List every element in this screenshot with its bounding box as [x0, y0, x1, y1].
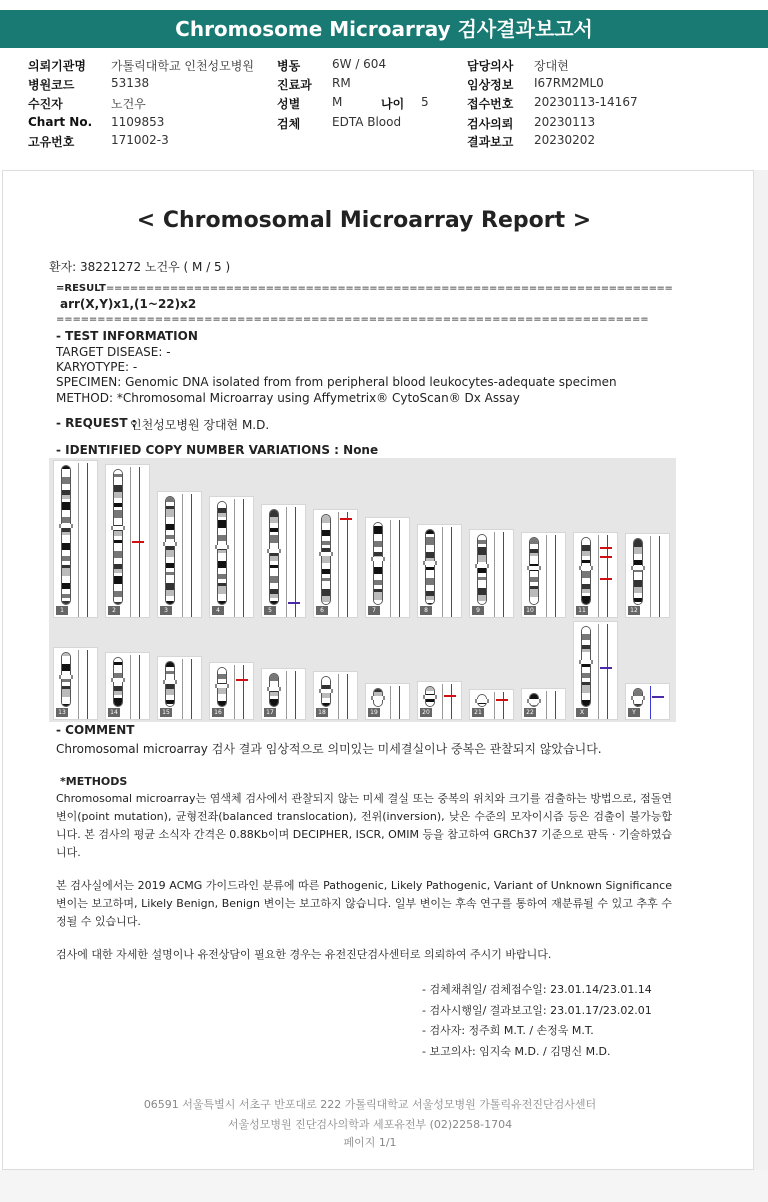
plot-axis-line	[182, 494, 183, 617]
chromosome-ideogram	[425, 529, 435, 605]
info-value: EDTA Blood	[332, 115, 402, 129]
specimen: SPECIMEN: Genomic DNA isolated from from peripheral blood leukocytes-adequate specimen	[56, 375, 617, 389]
cnv-marker-red	[600, 556, 612, 558]
plot-axis-line	[494, 692, 495, 719]
info-value: 6W / 604	[332, 57, 387, 71]
info-value: 20230113	[534, 115, 596, 129]
info-label: 성별	[277, 97, 301, 111]
chromosome-ideogram	[477, 534, 487, 605]
sign-line-2: - 검사시행일/ 결과보고일: 23.01.17/23.02.01	[422, 1004, 652, 1017]
request-value: 인천성모병원 장대현 M.D.	[130, 418, 270, 432]
plot-axis-line	[182, 659, 183, 719]
copy-number-line	[555, 535, 556, 617]
cnv-marker-purple	[288, 602, 300, 604]
report-title: < Chromosomal Microarray Report >	[136, 208, 592, 233]
cnv-marker-purple	[652, 696, 664, 698]
info-value: 20230113-14167	[534, 95, 638, 109]
centromere	[371, 557, 385, 561]
chromosome-label: 21	[472, 708, 484, 717]
chromosome-ideogram	[61, 465, 71, 605]
chromosome-ideogram	[61, 652, 71, 707]
plot-axis-line	[78, 463, 79, 617]
chromosome-panel	[521, 532, 566, 618]
patient-line: 환자: 38221272 노건우 ( M / 5 )	[49, 260, 231, 274]
copy-number-line	[295, 507, 296, 617]
sheet-bottom-band	[0, 1170, 768, 1202]
info-value: RM	[332, 76, 351, 90]
chromosome-label: 9	[472, 606, 484, 615]
chromosome-ideogram	[165, 496, 175, 605]
centromere	[163, 680, 177, 684]
cnv-marker-red	[132, 541, 144, 543]
copy-number-line	[347, 674, 348, 719]
chromosome-label: 17	[264, 708, 276, 717]
copy-number-line	[87, 463, 88, 617]
chromosome-label: 16	[212, 708, 224, 717]
centromere	[475, 564, 489, 568]
info-value: 53138	[111, 76, 150, 90]
copy-number-line	[191, 659, 192, 719]
centromere	[267, 687, 281, 691]
copy-number-line	[555, 691, 556, 719]
karyogram	[49, 458, 676, 722]
chromosome-label: 14	[108, 708, 120, 717]
sheet-shadow	[754, 170, 768, 1170]
plot-axis-line	[598, 624, 599, 719]
cnv-marker-red	[340, 518, 352, 520]
chromosome-label: 7	[368, 606, 380, 615]
info-label: 수진자	[28, 97, 63, 111]
copy-number-line	[607, 624, 608, 719]
sign-line-4: - 보고의사: 임지숙 M.D. / 김명신 M.D.	[422, 1045, 611, 1058]
chromosome-panel	[417, 681, 462, 720]
chromosome-label: X	[576, 708, 588, 717]
copy-number-line	[659, 536, 660, 617]
cnv-marker-purple	[600, 667, 612, 669]
centromere	[371, 696, 385, 700]
methods-paragraph-2: 본 검사실에서는 2019 ACMG 가이드라인 분류에 따른 Pathogenic, Likely Pathogenic, Variant of Unknown Significance 변이는 보고하며, Likely Benign, Benign 변이는 보고하지 않습니다. 일부 변이는 후속 연구를 통하여 재분류될 수 있고 추후 수정될 수 있습니다.	[56, 879, 672, 928]
result-label: =RESULT	[56, 283, 106, 294]
info-label: 진료과	[277, 78, 312, 92]
chromosome-panel	[313, 509, 358, 618]
sign-line-1: - 검체채취일/ 검체접수일: 23.01.14/23.01.14	[422, 983, 652, 996]
chromosome-label: 2	[108, 606, 120, 615]
result-rule-2: ========================================================================	[56, 314, 649, 325]
copy-number-line	[139, 655, 140, 719]
plot-axis-line	[286, 671, 287, 719]
info-label: 임상정보	[467, 78, 514, 92]
chromosome-panel	[157, 491, 202, 618]
centromere	[527, 699, 541, 703]
plot-axis-line	[130, 655, 131, 719]
cnv-marker-red	[600, 547, 612, 549]
centromere	[475, 699, 489, 703]
chromosome-panel	[53, 460, 98, 618]
footer-department: 서울성모병원 진단검사의학과 세포유전부 (02)2258-1704	[227, 1118, 513, 1131]
centromere	[111, 678, 125, 682]
copy-number-line	[451, 684, 452, 719]
centromere	[579, 566, 593, 570]
plot-axis-line	[390, 686, 391, 719]
chromosome-panel	[469, 689, 514, 720]
info-value: 171002-3	[111, 133, 169, 147]
plot-axis-line	[442, 684, 443, 719]
chromosome-label: 6	[316, 606, 328, 615]
chromosome-label: 4	[212, 606, 224, 615]
info-value: 노건우	[111, 97, 146, 111]
plot-axis-line	[338, 512, 339, 617]
plot-axis-line	[390, 520, 391, 617]
plot-axis-line	[234, 499, 235, 617]
info-label: 검체	[277, 117, 301, 131]
chromosome-panel	[261, 668, 306, 720]
centromere	[527, 566, 541, 570]
chromosome-panel	[365, 517, 410, 618]
copy-number-line	[451, 527, 452, 617]
method: METHOD: *Chromosomal Microarray using Affymetrix® CytoScan® Dx Assay	[56, 391, 520, 405]
info-label: 결과보고	[467, 135, 514, 149]
chromosome-panel	[157, 656, 202, 720]
centromere	[163, 542, 177, 546]
chromosome-label: 3	[160, 606, 172, 615]
chromosome-panel	[625, 683, 670, 720]
plot-axis-line	[546, 535, 547, 617]
request-label: - REQUEST :	[56, 416, 137, 430]
centromere	[59, 524, 73, 528]
info-label: 담당의사	[467, 59, 514, 73]
age-value: 5	[421, 95, 429, 109]
copy-number-line	[243, 665, 244, 719]
test-info-heading: - TEST INFORMATION	[56, 329, 198, 343]
info-label: 검사의뢰	[467, 117, 514, 131]
plot-axis-line	[338, 674, 339, 719]
methods-heading: *METHODS	[60, 775, 128, 788]
centromere	[111, 526, 125, 530]
plot-axis-line	[130, 467, 131, 617]
chromosome-panel	[625, 533, 670, 618]
chromosome-panel	[313, 671, 358, 720]
result-value: arr(X,Y)x1,(1~22)x2	[60, 297, 197, 311]
karyotype: KARYOTYPE: -	[56, 360, 138, 374]
centromere	[423, 561, 437, 565]
plot-axis-line	[598, 535, 599, 617]
chromosome-ideogram	[373, 522, 383, 605]
chromosome-ideogram	[217, 501, 227, 605]
copy-number-line	[295, 671, 296, 719]
report-header-title: Chromosome Microarray 검사결과보고서	[0, 10, 768, 48]
chromosome-panel	[105, 652, 150, 720]
comment-heading: - COMMENT	[56, 723, 135, 737]
centromere	[631, 566, 645, 570]
patient-info-block	[0, 55, 768, 155]
chromosome-label: 8	[420, 606, 432, 615]
chromosome-ideogram	[581, 537, 591, 605]
cnv-marker-red	[600, 578, 612, 580]
info-label: 병동	[277, 59, 301, 73]
info-value: 가톨릭대학교 인천성모병원	[111, 59, 254, 73]
chromosome-label: 10	[524, 606, 536, 615]
chromosome-panel	[573, 532, 618, 618]
chromosome-panel	[573, 621, 618, 720]
info-value: 20230202	[534, 133, 596, 147]
chromosome-label: 12	[628, 606, 640, 615]
info-value: M	[332, 95, 343, 109]
copy-number-line	[347, 512, 348, 617]
plot-axis-line	[494, 532, 495, 617]
plot-axis-line	[286, 507, 287, 617]
chromosome-label: 13	[56, 708, 68, 717]
info-label: 접수번호	[467, 97, 514, 111]
plot-axis-line	[234, 665, 235, 719]
copy-number-line	[399, 520, 400, 617]
chromosome-ideogram	[581, 626, 591, 707]
centromere	[215, 684, 229, 688]
info-value: 장대현	[534, 59, 569, 73]
plot-axis-line	[442, 527, 443, 617]
chromosome-ideogram	[529, 537, 539, 605]
chromosome-label: 19	[368, 708, 380, 717]
centromere	[215, 545, 229, 549]
info-value: 1109853	[111, 115, 165, 129]
chromosome-panel	[365, 683, 410, 720]
chromosome-ideogram	[321, 514, 331, 605]
info-value: I67RM2ML0	[534, 76, 604, 90]
info-label: 고유번호	[28, 135, 75, 149]
chromosome-label: 5	[264, 606, 276, 615]
age-label: 나이	[381, 97, 405, 111]
methods-paragraph-3: 검사에 대한 자세한 설명이나 유전상담이 필요한 경우는 유전진단검사센터로 의뢰하여 주시기 바랍니다.	[56, 948, 552, 961]
plot-axis-line	[546, 691, 547, 719]
copy-number-line	[87, 650, 88, 719]
chromosome-panel	[53, 647, 98, 720]
centromere	[423, 695, 437, 699]
info-label: Chart No.	[28, 115, 93, 129]
centromere	[59, 675, 73, 679]
cnv-heading: - IDENTIFIED COPY NUMBER VARIATIONS : None	[56, 443, 379, 457]
chromosome-panel	[261, 504, 306, 618]
info-label: 병원코드	[28, 78, 75, 92]
plot-axis-line	[78, 650, 79, 719]
chromosome-panel	[417, 524, 462, 618]
chromosome-panel	[521, 688, 566, 720]
centromere	[319, 552, 333, 556]
methods-paragraph-1: Chromosomal microarray는 염색체 검사에서 관찰되지 않는 미세 결실 또는 중복의 위치와 크기를 검출하는 방법으로, 점돌연변이(point mutation), 균형전좌(balanced translocation), 전위(inversion), 낮은 수준의 모자이시즘 등은 검출이 불가능합니다. 본 검사의 평균 소식자 간격은 0.88Kb이며 DECIPHER, ISCR, OMIM 등을 참고하여 GRCh37 기준으로 판독 · 기술하였습니다.	[56, 792, 672, 859]
copy-number-line	[243, 499, 244, 617]
centromere	[579, 660, 593, 664]
chromosome-panel	[209, 496, 254, 618]
plot-axis-line	[650, 536, 651, 617]
result-rule: =======================================================================	[106, 283, 673, 294]
chromosome-ideogram	[113, 657, 123, 707]
comment-text: Chromosomal microarray 검사 결과 임상적으로 의미있는 미세결실이나 중복은 관찰되지 않았습니다.	[56, 742, 602, 756]
chromosome-panel	[469, 529, 514, 618]
copy-number-line	[650, 686, 651, 719]
chromosome-label: 18	[316, 708, 328, 717]
centromere	[631, 696, 645, 700]
chromosome-label: Y	[628, 708, 640, 717]
copy-number-line	[399, 686, 400, 719]
cnv-marker-red	[236, 679, 248, 681]
chromosome-ideogram	[269, 509, 279, 605]
chromosome-label: 22	[524, 708, 536, 717]
chromosome-label: 20	[420, 708, 432, 717]
chromosome-label: 15	[160, 708, 172, 717]
sign-line-3: - 검사자: 정주희 M.T. / 손정욱 M.T.	[422, 1024, 594, 1037]
chromosome-panel	[105, 464, 150, 618]
footer-address: 06591 서울특별시 서초구 반포대로 222 가톨릭대학교 서울성모병원 가톨릭유전진단검사센터	[143, 1098, 597, 1111]
info-label: 의뢰기관명	[28, 59, 86, 73]
chromosome-label: 1	[56, 606, 68, 615]
centromere	[267, 549, 281, 553]
chromosome-label: 11	[576, 606, 588, 615]
chromosome-ideogram	[633, 538, 643, 605]
chromosome-panel	[209, 662, 254, 720]
copy-number-line	[503, 532, 504, 617]
footer-page-number: 페이지 1/1	[343, 1136, 397, 1149]
copy-number-line	[503, 692, 504, 719]
copy-number-line	[191, 494, 192, 617]
centromere	[319, 689, 333, 693]
target-disease: TARGET DISEASE: -	[56, 345, 171, 359]
cnv-marker-red	[444, 695, 456, 697]
cnv-marker-red	[496, 699, 508, 701]
chromosome-ideogram	[113, 469, 123, 605]
